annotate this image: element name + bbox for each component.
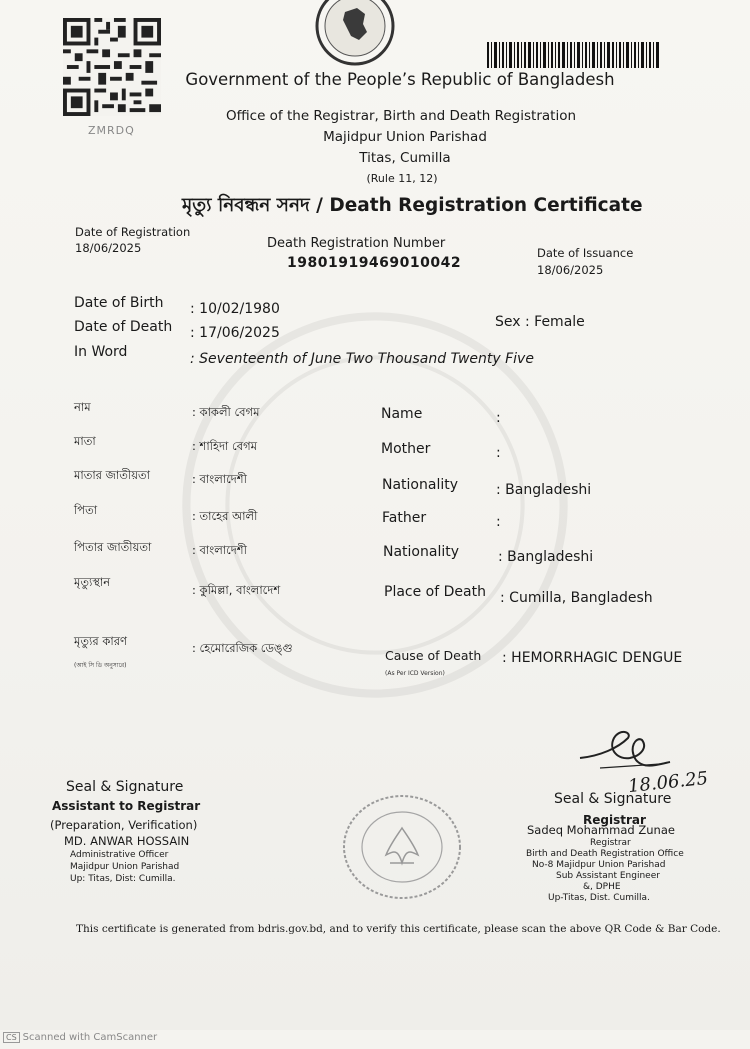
assistant-registrar-line3: Up: Titas, Dist: Cumilla.	[70, 874, 176, 884]
en-place-value: : Cumilla, Bangladesh	[500, 590, 653, 606]
registration-date-value: 18/06/2025	[75, 241, 142, 255]
en-father-nationality-value: : Bangladeshi	[498, 549, 594, 565]
registrar-line3: No-8 Majidpur Union Parishad	[532, 860, 666, 870]
bn-father-label: পিতা	[74, 503, 98, 517]
en-father-nationality-label: Nationality	[383, 544, 460, 560]
birth-date-value: : 10/02/1980	[190, 301, 280, 317]
union-seal-stamp	[340, 793, 464, 901]
registrar-line6: Up-Titas, Dist. Cumilla.	[548, 893, 650, 903]
bn-father-nationality-label: পিতার জাতীয়তা	[74, 540, 152, 554]
issuance-date-label: Date of Issuance	[537, 246, 634, 260]
death-date-value: : 17/06/2025	[190, 325, 280, 341]
en-mother-label: Mother	[381, 441, 431, 457]
left-seal-heading: Seal & Signature	[66, 779, 184, 795]
registrar-line2: Birth and Death Registration Office	[526, 849, 684, 859]
handwritten-date: 18.06.25	[627, 767, 710, 798]
assistant-registrar-line2: Majidpur Union Parishad	[70, 862, 180, 872]
registrar-role: Registrar	[583, 813, 646, 827]
en-place-label: Place of Death	[384, 584, 486, 600]
en-mother-value: :	[496, 445, 501, 461]
bn-mother-label: মাতা	[74, 434, 96, 448]
bn-cause-label: মৃত্যুর কারণ	[74, 634, 127, 648]
office-title: Office of the Registrar, Birth and Death Registration	[225, 108, 577, 124]
bn-name-label: নাম	[74, 400, 91, 414]
bn-cause-value: : হেমোরেজিক ডেঙ্গু	[192, 641, 293, 655]
en-father-label: Father	[382, 510, 427, 526]
right-seal-heading: Seal & Signature	[554, 791, 672, 807]
registration-number-value: 19801919469010042	[287, 255, 462, 271]
bn-father-nationality-value: : বাংলাদেশী	[192, 543, 247, 557]
registrar-line1: Registrar	[590, 838, 631, 848]
bn-mother-nationality-value: : বাংলাদেশী	[192, 472, 247, 486]
rule-reference: (Rule 11, 12)	[366, 172, 438, 185]
qr-caption: ZMRDQ	[88, 124, 135, 137]
union-name: Majidpur Union Parishad	[323, 129, 487, 145]
registrar-name: Sadeq Mohammad Zunae	[527, 823, 675, 837]
government-emblem-icon	[313, 0, 397, 66]
registrar-line5: &, DPHE	[583, 882, 621, 892]
issuance-date-value: 18/06/2025	[537, 263, 604, 277]
location: Titas, Cumilla	[359, 150, 451, 166]
footer-note: This certificate is generated from bdris.gov.bd, and to verify this certificate, please scan the above QR Code & Bar Code.	[76, 923, 721, 935]
registrar-line4: Sub Assistant Engineer	[556, 871, 660, 881]
en-mother-nationality-label: Nationality	[382, 477, 459, 493]
qr-code[interactable]	[62, 18, 162, 116]
en-name-value: :	[496, 410, 501, 426]
sex-value: Sex : Female	[495, 314, 585, 330]
barcode[interactable]	[487, 42, 659, 68]
bn-cause-note: (আই সি ডি অনুসারে)	[74, 662, 127, 669]
camscanner-logo-icon: CS	[3, 1032, 20, 1043]
certificate-title: মৃত্যু নিবন্ধন সনদ / Death Registration Certificate	[182, 195, 643, 216]
bn-father-value: : তাহের আলী	[192, 509, 258, 523]
assistant-registrar-role-detail: (Preparation, Verification)	[50, 818, 198, 832]
en-mother-nationality-value: : Bangladeshi	[496, 482, 592, 498]
registration-date-label: Date of Registration	[75, 225, 191, 239]
scanner-watermark	[3, 1032, 157, 1043]
en-cause-note: (As Per ICD Version)	[385, 670, 445, 677]
birth-date-label: Date of Birth	[74, 295, 164, 311]
in-word-value: : Seventeenth of June Two Thousand Twenty Five	[190, 351, 534, 367]
registration-number-label: Death Registration Number	[267, 236, 446, 251]
en-cause-label: Cause of Death	[385, 648, 482, 663]
bn-place-value: : কুমিল্লা, বাংলাদেশ	[192, 583, 281, 597]
bn-place-label: মৃত্যুস্থান	[74, 575, 111, 589]
assistant-registrar-role: Assistant to Registrar	[52, 799, 201, 813]
death-date-label: Date of Death	[74, 319, 173, 335]
bn-name-value: : কাকলী বেগম	[192, 405, 260, 419]
assistant-registrar-line1: Administrative Officer	[70, 850, 169, 860]
assistant-registrar-name: MD. ANWAR HOSSAIN	[64, 834, 190, 848]
en-name-label: Name	[381, 406, 423, 422]
en-cause-value: : HEMORRHAGIC DENGUE	[502, 650, 683, 666]
bn-mother-nationality-label: মাতার জাতীয়তা	[74, 468, 150, 482]
in-word-label: In Word	[74, 344, 128, 360]
en-father-value: :	[496, 514, 501, 530]
scanner-text: Scanned with CamScanner	[22, 1032, 158, 1043]
bn-mother-value: : শাহিদা বেগম	[192, 439, 258, 453]
watermark-emblem-icon	[170, 300, 580, 710]
government-title: Government of the People’s Republic of Bangladesh	[185, 70, 615, 89]
